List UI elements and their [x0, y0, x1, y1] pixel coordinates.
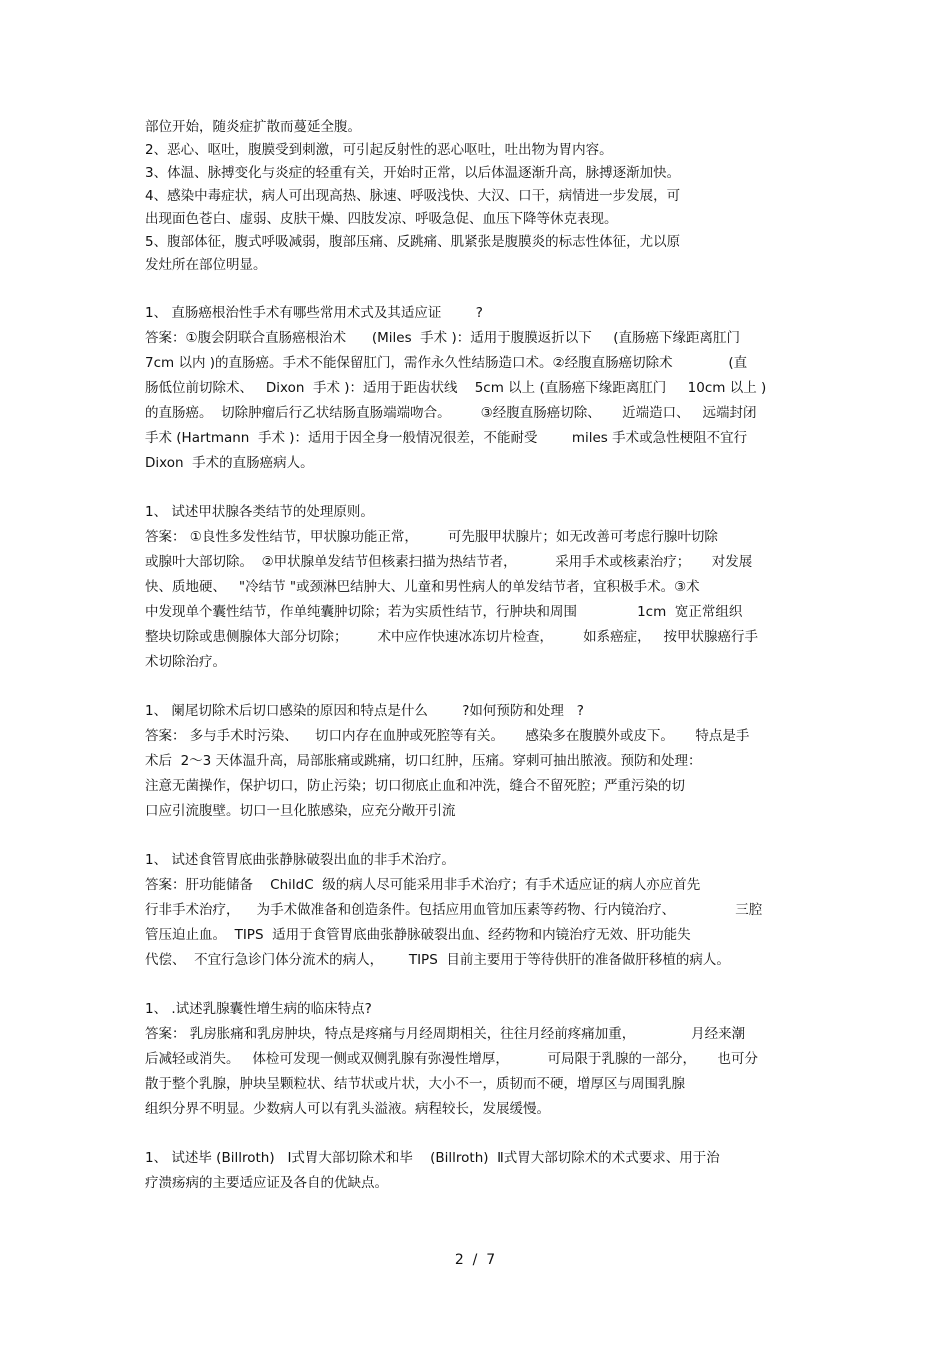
- answer-line: 口应引流腹壁。切口一旦化脓感染，应充分敞开引流: [145, 803, 456, 819]
- answer-line: 快、质地硬、 "冷结节 "或颈淋巴结肿大、儿童和男性病人的单发结节者，宜积极手术。③术: [145, 579, 700, 595]
- text-line: 4、感染中毒症状，病人可出现高热、脉速、呼吸浅快、大汉、口干，病情进一步发展，可: [145, 188, 681, 204]
- qa-breast-hyperplasia: [145, 997, 815, 1122]
- qa-thyroid-nodules: [145, 500, 815, 675]
- answer-line: 答案：①腹会阴联合直肠癌根治术 (Miles 手术 )：适用于腹膜返折以下 (直肠癌下缘距离肛门: [145, 330, 740, 346]
- question-line: 1、 试述毕 (Billroth) Ⅰ式胃大部切除术和毕 (Billroth) Ⅱ式胃大部切除术的术式要求、用于治: [145, 1150, 720, 1166]
- answer-line: 肠低位前切除术、 Dixon 手术 )：适用于距齿状线 5cm 以上 (直肠癌下缘距离肛门 10cm 以上 ): [145, 380, 767, 396]
- answer-line: 答案：肝功能储备 ChildC 级的病人尽可能采用非手术治疗；有手术适应证的病人亦应首先: [145, 877, 701, 893]
- answer-line: 答案： 多与手术时污染、 切口内存在血肿或死腔等有关。 感染多在腹膜外或皮下。 特点是手: [145, 728, 750, 744]
- text-line: 出现面色苍白、虚弱、皮肤干燥、四肢发凉、呼吸急促、血压下降等休克表现。: [145, 211, 618, 227]
- answer-line: 行非手术治疗， 为手术做准备和创造条件。包括应用血管加压素等药物、行内镜治疗、 三腔: [145, 902, 763, 918]
- answer-line: 术后 2～3 天体温升高，局部胀痛或跳痛，切口红肿，压痛。穿刺可抽出脓液。预防和处理：: [145, 753, 702, 769]
- text-line: 部位开始，随炎症扩散而蔓延全腹。: [145, 119, 361, 135]
- qa-billroth-gastrectomy: [145, 1146, 815, 1196]
- question-line: 1、 .试述乳腺囊性增生病的临床特点?: [145, 1001, 372, 1017]
- qa-appendectomy-infection: [145, 699, 815, 824]
- question-line: 1、 试述甲状腺各类结节的处理原则。: [145, 504, 374, 520]
- answer-line: 7cm 以内 )的直肠癌。手术不能保留肛门，需作永久性结肠造口术。②经腹直肠癌切除术 (直: [145, 355, 748, 371]
- answer-line: 整块切除或患侧腺体大部分切除； 术中应作快速冰冻切片检查， 如系癌症， 按甲状腺癌行手: [145, 629, 758, 645]
- answer-line: 散于整个乳腺，肿块呈颗粒状、结节状或片状，大小不一，质韧而不硬，增厚区与周围乳腺: [145, 1076, 685, 1092]
- question-line: 1、 直肠癌根治性手术有哪些常用术式及其适应证 ?: [145, 305, 483, 321]
- text-line: 2、恶心、呕吐，腹膜受到刺激，可引起反射性的恶心呕吐，吐出物为胃内容。: [145, 142, 613, 158]
- answer-line: 手术 (Hartmann 手术 )：适用于因全身一般情况很差，不能耐受 miles 手术或急性梗阻不宜行: [145, 430, 748, 446]
- text-line: 5、腹部体征，腹式呼吸减弱，腹部压痛、反跳痛、肌紧张是腹膜炎的标志性体征，尤以原: [145, 234, 681, 250]
- page-content: [145, 116, 815, 1196]
- qa-rectal-cancer: [145, 301, 815, 476]
- answer-line: 中发现单个囊性结节，作单纯囊肿切除；若为实质性结节，行肿块和周围 1cm 宽正常组织: [145, 604, 743, 620]
- question-line: 1、 试述食管胃底曲张静脉破裂出血的非手术治疗。: [145, 852, 455, 868]
- page-number: 2 / 7: [454, 1252, 496, 1268]
- answer-line: 的直肠癌。 切除肿瘤后行乙状结肠直肠端端吻合。 ③经腹直肠癌切除、 近端造口、 远端封闭: [145, 405, 757, 421]
- answer-line: 组织分界不明显。少数病人可以有乳头溢液。病程较长，发展缓慢。: [145, 1101, 550, 1117]
- answer-line: 术切除治疗。: [145, 654, 226, 670]
- answer-line: Dixon 手术的直肠癌病人。: [145, 455, 314, 471]
- text-line: 发灶所在部位明显。: [145, 257, 267, 273]
- intro-section: [145, 116, 815, 277]
- question-line: 1、 阑尾切除术后切口感染的原因和特点是什么 ?如何预防和处理 ?: [145, 703, 584, 719]
- answer-line: 答案： ①良性多发性结节，甲状腺功能正常， 可先服甲状腺片；如无改善可考虑行腺叶切除: [145, 529, 718, 545]
- answer-line: 管压迫止血。 TIPS 适用于食管胃底曲张静脉破裂出血、经药物和内镜治疗无效、肝功能失: [145, 927, 691, 943]
- text-line: 3、体温、脉搏变化与炎症的轻重有关，开始时正常，以后体温逐渐升高，脉搏逐渐加快。: [145, 165, 681, 181]
- answer-line: 或腺叶大部切除。 ②甲状腺单发结节但核素扫描为热结节者， 采用手术或核素治疗； 对发展: [145, 554, 753, 570]
- answer-line: 后减轻或消失。 体检可发现一侧或双侧乳腺有弥漫性增厚， 可局限于乳腺的一部分， 也可分: [145, 1051, 758, 1067]
- answer-line: 代偿、 不宜行急诊门体分流术的病人， TIPS 目前主要用于等待供肝的准备做肝移植的病人。: [145, 952, 730, 968]
- answer-line: 注意无菌操作，保护切口，防止污染；切口彻底止血和冲洗，缝合不留死腔；严重污染的切: [145, 778, 685, 794]
- answer-line: 答案： 乳房胀痛和乳房肿块，特点是疼痛与月经周期相关，往往月经前疼痛加重， 月经来潮: [145, 1026, 746, 1042]
- question-line: 疗溃疡病的主要适应证及各自的优缺点。: [145, 1175, 388, 1191]
- qa-varices-bleeding: [145, 848, 815, 973]
